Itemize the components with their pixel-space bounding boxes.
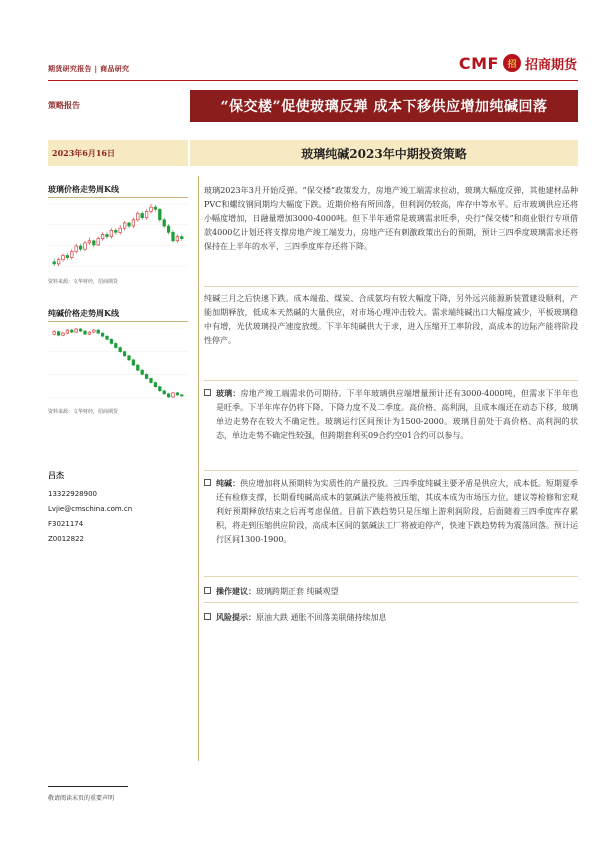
candle-body	[119, 348, 122, 352]
candle-body	[145, 211, 148, 217]
candle-body	[128, 356, 131, 360]
logo-emblem-icon: 招	[503, 54, 521, 72]
candle-body	[123, 223, 126, 228]
candle-body	[70, 330, 73, 332]
candle-body	[150, 207, 153, 211]
candle-body	[141, 370, 144, 374]
paragraph-divider	[204, 470, 578, 471]
candle-body	[66, 330, 69, 333]
soda-ash-weekly-kline-chart	[48, 324, 188, 402]
paragraph-divider	[204, 576, 578, 577]
header-rule	[48, 80, 578, 81]
glass-summary-paragraph: 玻璃2023年3月开始反弹。“保交楼”政策发力，房地产竣工端需求拉动，玻璃大幅度反弹，其他建材品种PVC和螺纹钢同期均大幅度下跌。近期价格有所回落，但利润仍较高，库存中等水平。后市玻璃供应还将小幅度增加，日融量增加3000-4000吨。但下半年通常是玻璃需求旺季，央行“保交楼”和商业银行专项借款4000亿计划还将支撑房地产竣工端发力，房地产还有刺激政策出台的预期，预计三四季度玻璃需求还将保持在上半年的水平，三四季度库存还将下降。	[204, 186, 578, 251]
candle-body	[57, 332, 60, 336]
candle-body	[88, 241, 91, 243]
chart2-source: 资料来源：文华财经，招商期货	[48, 409, 119, 415]
candle-body	[180, 395, 183, 396]
glass-view-bullet: 玻璃：房地产竣工端需求仍可期待。下半年玻璃供应端增量预计还有3000-4000吨，但需求下半年也是旺季。下半年库存仍将下降，下降力度不及二季度。高价格、高利润，且成本端还在动态下移，玻璃单边走势存在较大不确定性。玻璃运行区间预计为1500-2000。玻璃目前处于高价格、高利润的状态，单边走势不确定性较强，但跨期套利买09合约空01合约可以参与。	[204, 386, 578, 443]
candle-body	[123, 352, 126, 356]
candle-body	[62, 255, 65, 259]
report-date: 2023年6月16日	[48, 140, 188, 166]
candle-body	[84, 331, 87, 334]
candle-body	[75, 246, 78, 251]
candle-body	[154, 383, 157, 387]
report-banner: “保交楼”促使玻璃反弹 成本下移供应增加纯碱回落	[190, 90, 578, 122]
candle-body	[167, 394, 170, 397]
candle-body	[176, 393, 179, 395]
column-divider	[198, 176, 199, 761]
candle-body	[172, 393, 175, 397]
chart2-rule	[48, 321, 188, 322]
risk-warning-bullet: 风险提示：原油大跌 通胀不回落美联储持续加息	[204, 610, 578, 625]
logo-en: CMF	[458, 53, 499, 73]
analyst-email[interactable]: Lvjie@cmschina.com.cn	[48, 505, 133, 513]
candle-body	[110, 339, 113, 343]
operation-advice-bullet: 操作建议：玻璃跨期正套 纯碱观望	[204, 584, 578, 599]
candle-body	[163, 391, 166, 394]
candle-body	[158, 209, 161, 220]
candle-body	[180, 237, 183, 239]
chart1-source: 资料来源：文华财经，招商期货	[48, 279, 119, 285]
candle-body	[128, 223, 131, 226]
candle-body	[141, 213, 144, 217]
analyst-license-z: Z0012822	[48, 535, 84, 543]
glass-weekly-kline-chart	[48, 200, 188, 270]
candle-body	[70, 251, 73, 257]
candle-body	[167, 226, 170, 232]
footer-rule	[48, 786, 128, 787]
candle-body	[150, 378, 153, 382]
candle-body	[132, 220, 135, 226]
candle-body	[136, 365, 139, 370]
analyst-phone: 13322928900	[48, 490, 97, 498]
candle-body	[106, 234, 109, 236]
candle-body	[62, 333, 65, 335]
chart1-title: 玻璃价格走势周K线	[48, 184, 119, 194]
candle-body	[114, 343, 117, 347]
candle-body	[114, 230, 117, 232]
checkbox-icon	[204, 587, 216, 599]
chart1-rule	[48, 197, 188, 198]
candle-body	[136, 213, 139, 219]
candle-body	[119, 228, 122, 232]
candle-body	[92, 330, 95, 332]
candle-body	[145, 374, 148, 378]
chart2-title: 纯碱价格走势周K线	[48, 308, 119, 318]
candle-body	[101, 333, 104, 336]
paragraph-divider	[204, 602, 578, 603]
candle-body	[132, 360, 135, 365]
logo-cn: 招商期货	[524, 57, 577, 73]
candle-body	[79, 246, 82, 249]
candle-body	[97, 330, 100, 333]
strategy-label: 策略报告	[48, 100, 80, 110]
candle-body	[75, 329, 78, 332]
candle-body	[106, 336, 109, 339]
candle-body	[79, 329, 82, 331]
checkbox-icon	[204, 613, 216, 625]
paragraph-divider	[204, 286, 578, 287]
checkbox-icon	[204, 479, 216, 547]
candle-body	[97, 239, 100, 245]
candle-body	[53, 332, 56, 335]
candle-body	[101, 234, 104, 238]
company-logo	[459, 52, 577, 74]
candle-body	[154, 207, 157, 209]
report-category: 期货研究报告 | 商品研究	[48, 64, 130, 73]
candle-body	[66, 255, 69, 257]
candle-body	[110, 230, 113, 236]
soda-view-bullet: 纯碱：供应增加将从预期转为实质性的产量投放。三四季度纯碱主要矛盾是供应大，成本低。短期夏季还有检修支撑，长期看纯碱高成本的氨碱法产能将被压缩，其成本成为市场压力位。建议等检修和宏观利好预期释放结束之后再考虑保值。目前下跌趋势只是压缩上游利润阶段，后面随着三四季度库存累积，将走到压缩供应阶段，高成本区间的氨碱法工厂将被迫停产，快速下跌趋势转为震荡回落。预计运行区间1300-1900。	[204, 476, 578, 547]
checkbox-icon	[204, 389, 216, 443]
candle-body	[163, 220, 166, 226]
candle-body	[53, 262, 56, 264]
candle-body	[57, 260, 60, 264]
analyst-license-f: F3021174	[48, 520, 84, 528]
candle-body	[88, 332, 91, 334]
candle-body	[176, 237, 179, 241]
candle-body	[92, 241, 95, 245]
candle-body	[172, 232, 175, 240]
candle-body	[84, 243, 87, 249]
analyst-name: 吕杰	[48, 470, 64, 480]
soda-summary-paragraph: 纯碱三月之后快速下跌。成本端盐、煤炭、合成氨均有较大幅度下降，另外远兴能源新装置建设顺利，产能加期释放，低成本天然碱的大量供应，对市场心理冲击较大。需求端纯碱出口大幅度减少，平板玻璃稳中有增，光伏玻璃投产速度放缓。下半年纯碱供大于求，进入压缩开工率阶段，高成本的边际产能将阶段性停产。	[204, 294, 578, 345]
candle-body	[158, 387, 161, 391]
footer-disclaimer: 敬请阅读末页的重要声明	[48, 795, 115, 802]
report-subtitle: 玻璃纯碱2023年中期投资策略	[190, 140, 578, 166]
paragraph-divider	[204, 380, 578, 381]
